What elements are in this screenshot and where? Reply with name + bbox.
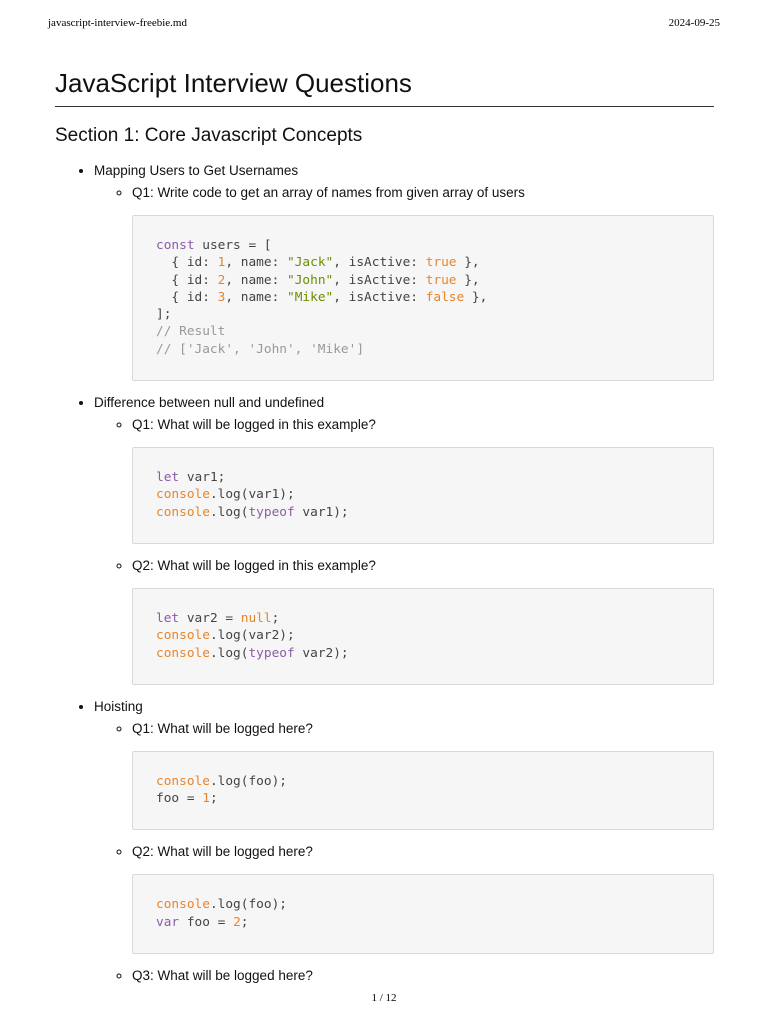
code-token: ; — [271, 610, 280, 626]
question-item — [132, 719, 714, 831]
code-token: // ['Jack', 'John', 'Mike'] — [156, 341, 365, 357]
code-token: }, — [456, 272, 480, 288]
code-token: 1 — [217, 255, 226, 271]
question-list — [94, 183, 714, 381]
topic-list — [55, 161, 714, 986]
code-line — [156, 323, 690, 340]
code-line — [156, 790, 690, 807]
code-line — [156, 306, 690, 323]
code-line — [156, 341, 690, 358]
question-item — [132, 556, 714, 685]
code-token: { id: — [156, 255, 218, 271]
code-token: console — [156, 773, 210, 789]
code-line — [156, 254, 690, 271]
code-line — [156, 627, 690, 644]
topic-label: Difference between null and undefined — [94, 395, 325, 411]
code-token: }, — [464, 289, 488, 305]
code-token: , isActive: — [333, 272, 426, 288]
code-token: var2 = — [179, 610, 241, 626]
question-item — [132, 966, 714, 986]
code-token: .log(foo); — [209, 773, 287, 789]
topic-item — [94, 393, 714, 685]
code-line — [156, 914, 690, 931]
question-label: Q3: What will be logged here? — [132, 968, 313, 984]
question-item — [132, 415, 714, 544]
code-token: let — [156, 610, 180, 626]
code-token: { id: — [156, 289, 218, 305]
code-token: "Mike" — [287, 289, 334, 305]
code-token: , name: — [225, 272, 287, 288]
code-token: console — [156, 897, 210, 913]
code-token: .log( — [209, 645, 249, 661]
code-token: console — [156, 487, 210, 503]
print-date: 2024-09-25 — [668, 17, 720, 29]
code-token: let — [156, 470, 180, 486]
code-line — [156, 469, 690, 486]
code-token: 1 — [202, 791, 210, 807]
section-title: Section 1: Core Javascript Concepts — [55, 125, 363, 146]
code-line — [156, 610, 690, 627]
code-token: typeof — [248, 504, 295, 520]
code-token: "Jack" — [287, 255, 334, 271]
code-block — [132, 447, 714, 544]
code-token: // Result — [156, 324, 226, 340]
code-token: , isActive: — [333, 289, 426, 305]
code-line — [156, 486, 690, 503]
question-label: Q1: Write code to get an array of names from given array of users — [132, 185, 525, 200]
code-token: ]; — [156, 307, 172, 323]
code-token: 2 — [217, 272, 226, 288]
question-label: Q1: What will be logged here? — [132, 720, 313, 736]
question-item — [132, 183, 714, 381]
code-token: .log(var1); — [209, 487, 295, 503]
code-token: }, — [456, 255, 480, 271]
code-token: .log( — [209, 504, 249, 520]
code-token: foo = — [156, 791, 203, 807]
code-line — [156, 896, 690, 913]
code-token: .log(var2); — [209, 628, 295, 644]
question-label: Q1: What will be logged in this example? — [132, 417, 376, 433]
code-token: var — [156, 914, 180, 930]
code-token: 2 — [233, 914, 241, 930]
document-body — [55, 66, 714, 996]
code-token: , isActive: — [333, 255, 426, 271]
question-label: Q2: What will be logged here? — [132, 844, 313, 860]
question-item — [132, 842, 714, 954]
print-header — [48, 17, 720, 29]
code-token: var1); — [294, 504, 349, 520]
code-token: 3 — [217, 289, 226, 305]
code-token: { id: — [156, 272, 218, 288]
code-token: console — [156, 628, 210, 644]
question-label: Q2: What will be logged in this example? — [132, 557, 376, 573]
code-line — [156, 773, 690, 790]
topic-item — [94, 161, 714, 381]
code-block — [132, 588, 714, 685]
code-token: var1; — [179, 470, 226, 486]
page-title: JavaScript Interview Questions — [55, 66, 714, 107]
code-token: var2); — [294, 645, 349, 661]
code-line — [156, 289, 690, 306]
question-list — [94, 719, 714, 986]
code-token: true — [425, 255, 457, 271]
code-block — [132, 751, 714, 831]
code-token: typeof — [248, 645, 295, 661]
code-block — [132, 874, 714, 954]
question-list — [94, 415, 714, 685]
code-token: console — [156, 645, 210, 661]
topic-label: Hoisting — [94, 698, 143, 714]
code-token: foo = — [179, 914, 234, 930]
code-token: console — [156, 504, 210, 520]
code-token: users = [ — [194, 238, 272, 253]
topic-item — [94, 697, 714, 986]
code-token: , name: — [225, 289, 287, 305]
code-line — [156, 237, 690, 254]
code-token: , name: — [225, 255, 287, 271]
code-token: ; — [209, 791, 218, 807]
code-token: .log(foo); — [209, 897, 287, 913]
code-line — [156, 504, 690, 521]
file-name: javascript-interview-freebie.md — [48, 17, 187, 29]
topic-label: Mapping Users to Get Usernames — [94, 163, 299, 178]
code-block — [132, 215, 714, 381]
page-number: 1 / 12 — [371, 992, 397, 1004]
code-token: "John" — [287, 272, 334, 288]
code-line — [156, 272, 690, 289]
code-line — [156, 645, 690, 662]
code-token: false — [425, 289, 465, 305]
code-token: ; — [240, 914, 249, 930]
code-token: null — [240, 610, 272, 626]
code-token: const — [156, 238, 195, 253]
code-token: true — [425, 272, 457, 288]
